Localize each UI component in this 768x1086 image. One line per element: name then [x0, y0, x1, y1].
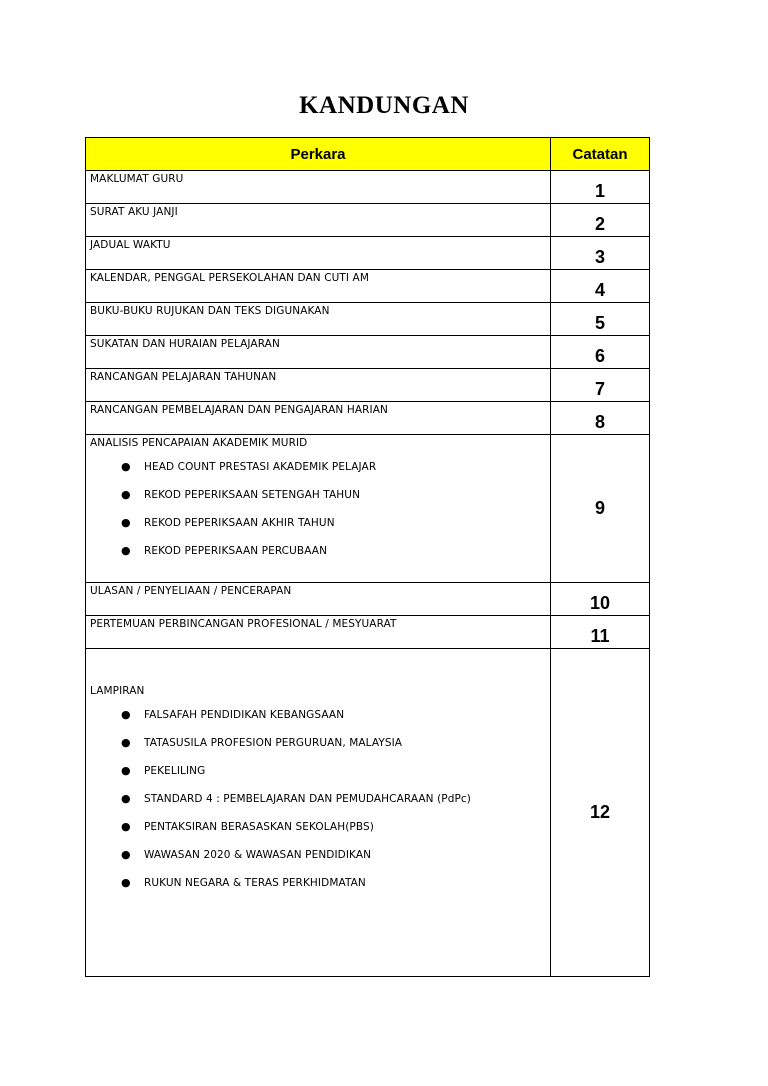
list-item — [90, 869, 550, 897]
item-number: 3 — [551, 237, 650, 270]
bullet-icon: ● — [121, 876, 131, 889]
bullet-icon: ● — [121, 736, 131, 749]
bullet-icon: ● — [121, 792, 131, 805]
table-row — [86, 583, 650, 616]
bullet-icon: ● — [121, 544, 131, 557]
list-item-label: PENTAKSIRAN BERASASKAN SEKOLAH(PBS) — [144, 821, 374, 833]
item-number: 7 — [551, 369, 650, 402]
item-number: 10 — [551, 583, 650, 616]
table-row-lampiran — [86, 649, 650, 977]
list-item — [90, 785, 550, 813]
table-row — [86, 402, 650, 435]
item-number: 4 — [551, 270, 650, 303]
item-text: JADUAL WAKTU — [86, 237, 551, 270]
lampiran-list — [90, 701, 550, 897]
table-row — [86, 303, 650, 336]
table-row — [86, 616, 650, 649]
list-item-label: REKOD PEPERIKSAAN AKHIR TAHUN — [144, 517, 335, 529]
table-row — [86, 369, 650, 402]
list-item-label: REKOD PEPERIKSAAN SETENGAH TAHUN — [144, 489, 361, 501]
column-header-perkara: Perkara — [86, 138, 551, 171]
item-number: 5 — [551, 303, 650, 336]
table-row — [86, 204, 650, 237]
list-item — [90, 757, 550, 785]
contents-table — [85, 137, 650, 977]
list-item — [90, 537, 550, 565]
list-item-label: STANDARD 4 : PEMBELAJARAN DAN PEMUDAHCARAAN (PdPc) — [144, 793, 471, 805]
list-item-label: PEKELILING — [144, 765, 206, 777]
item-text: LAMPIRAN — [90, 685, 145, 697]
list-item-label: FALSAFAH PENDIDIKAN KEBANGSAAN — [144, 709, 345, 721]
column-header-catatan: Catatan — [551, 138, 650, 171]
list-item-label: WAWASAN 2020 & WAWASAN PENDIDIKAN — [144, 849, 372, 861]
bullet-icon: ● — [121, 820, 131, 833]
list-item-label: RUKUN NEGARA & TERAS PERKHIDMATAN — [144, 877, 366, 889]
item-text: MAKLUMAT GURU — [86, 171, 551, 204]
item-text: RANCANGAN PELAJARAN TAHUNAN — [86, 369, 551, 402]
table-row-analisis — [86, 435, 650, 583]
item-number: 6 — [551, 336, 650, 369]
list-item — [90, 481, 550, 509]
list-item — [90, 729, 550, 757]
item-text: ULASAN / PENYELIAAN / PENCERAPAN — [86, 583, 551, 616]
list-item — [90, 813, 550, 841]
item-number: 9 — [551, 435, 650, 583]
item-text: BUKU-BUKU RUJUKAN DAN TEKS DIGUNAKAN — [86, 303, 551, 336]
bullet-icon: ● — [121, 764, 131, 777]
item-number: 2 — [551, 204, 650, 237]
item-number: 11 — [551, 616, 650, 649]
item-text: SUKATAN DAN HURAIAN PELAJARAN — [86, 336, 551, 369]
table-row — [86, 270, 650, 303]
bullet-icon: ● — [121, 708, 131, 721]
table-row — [86, 237, 650, 270]
item-number: 1 — [551, 171, 650, 204]
list-item-label: HEAD COUNT PRESTASI AKADEMIK PELAJAR — [144, 461, 377, 473]
bullet-icon: ● — [121, 848, 131, 861]
table-row — [86, 171, 650, 204]
list-item — [90, 701, 550, 729]
list-item — [90, 841, 550, 869]
page-title: KANDUNGAN — [299, 92, 469, 119]
item-text: KALENDAR, PENGGAL PERSEKOLAHAN DAN CUTI AM — [86, 270, 551, 303]
bullet-icon: ● — [121, 516, 131, 529]
list-item-label: REKOD PEPERIKSAAN PERCUBAAN — [144, 545, 328, 557]
item-number: 12 — [551, 649, 650, 977]
list-item — [90, 509, 550, 537]
item-text: RANCANGAN PEMBELAJARAN DAN PENGAJARAN HARIAN — [86, 402, 551, 435]
bullet-icon: ● — [121, 460, 131, 473]
table-header-row — [86, 138, 650, 171]
item-text: SURAT AKU JANJI — [86, 204, 551, 237]
list-item-label: TATASUSILA PROFESION PERGURUAN, MALAYSIA — [144, 737, 403, 749]
item-text: ANALISIS PENCAPAIAN AKADEMIK MURID — [90, 437, 308, 449]
analisis-list — [90, 453, 550, 565]
item-number: 8 — [551, 402, 650, 435]
table-row — [86, 336, 650, 369]
list-item — [90, 453, 550, 481]
bullet-icon: ● — [121, 488, 131, 501]
item-text: PERTEMUAN PERBINCANGAN PROFESIONAL / MESYUARAT — [86, 616, 551, 649]
